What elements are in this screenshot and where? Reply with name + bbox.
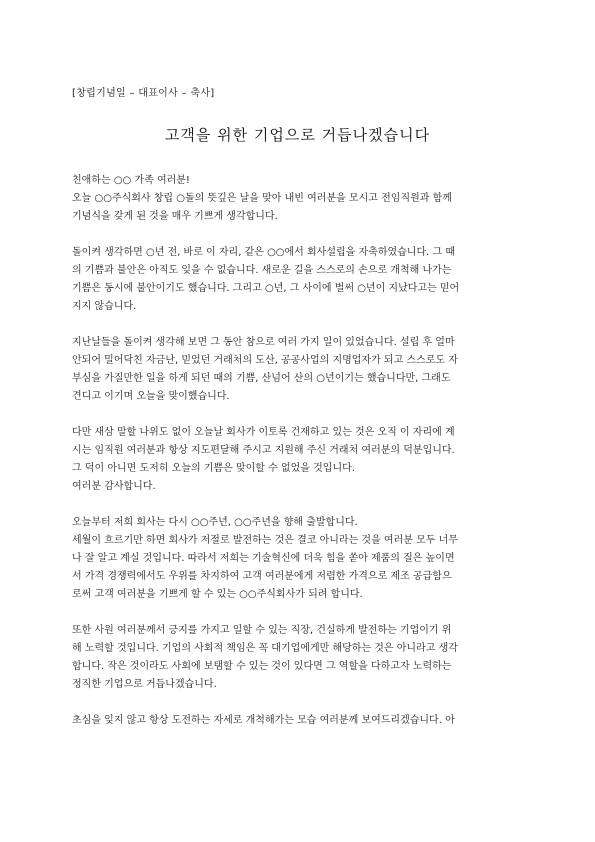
text-line: 로써 고객 여러분을 기쁘게 할 수 있는 ○○주식회사가 되려 합니다. bbox=[72, 589, 363, 600]
text-line: 의 기쁨과 불안은 아직도 잊을 수 없습니다. 새로운 길을 스스로의 손으로 개척해 나가는 bbox=[72, 265, 452, 276]
text-line: 오늘 ○○주식회사 창립 ○돌의 뜻깊은 날을 맞아 내빈 여러분을 모시고 전임직원과 함께 bbox=[72, 193, 452, 204]
paragraph-gratitude bbox=[72, 424, 528, 496]
text-line: 기쁨은 동시에 불안이기도 했습니다. 그리고 ○년, 그 사이에 벌써 ○년이 지났다고는 믿어 bbox=[72, 283, 460, 294]
text-line: 돌이켜 생각하면 ○년 전, 바로 이 자리, 같은 ○○에서 회사설립을 자축하였습니다. 그 때 bbox=[72, 247, 455, 258]
text-line: 기념식을 갖게 된 것을 매우 기쁘게 생각합니다. bbox=[72, 211, 278, 222]
speech-title: 고객을 위한 기업으로 거듭나겠습니다 bbox=[164, 126, 431, 144]
text-line: 견디고 이기며 오늘을 맞이했습니다. bbox=[72, 391, 230, 402]
text-line: 안되어 밀어닥친 자금난, 믿었던 거래처의 도산, 공공사업의 지명업자가 되고 스스로도 자 bbox=[72, 355, 458, 366]
text-line: 나 잘 알고 계실 것입니다. 따라서 저희는 기술혁신에 더욱 힘을 쏟아 제품의 질은 높이면 bbox=[72, 553, 455, 564]
text-line: 여러분 감사합니다. bbox=[72, 481, 156, 492]
text-line: 지난날들을 돌이켜 생각해 보면 그 동안 참으로 여러 가지 일이 있었습니다. 설립 후 얼마 bbox=[72, 337, 455, 348]
text-line: 오늘부터 저희 회사는 다시 ○○주년, ○○주년을 향해 출발합니다. bbox=[72, 517, 358, 528]
paragraph-founding-memory bbox=[72, 244, 528, 316]
text-line: 서 가격 경쟁력에서도 우위를 차지하여 고객 여러분에게 저렴한 가격으로 제조 공급함으 bbox=[72, 571, 452, 582]
text-line: 정직한 기업으로 거듭나겠습니다. bbox=[72, 679, 217, 690]
paragraph-new-start bbox=[72, 514, 528, 604]
text-line: 친애하는 ○○ 가족 여러분! bbox=[72, 175, 190, 186]
speech-body bbox=[72, 172, 528, 730]
text-line: 또한 사원 여러분께서 긍지를 가지고 일할 수 있는 직장, 건실하게 발전하는 기업이기 위 bbox=[72, 625, 452, 636]
text-line: 세월이 흐르기만 하면 회사가 저절로 발전하는 것은 결코 아니라는 것을 여러분 모두 너무 bbox=[72, 535, 458, 546]
paragraph-hardships bbox=[72, 334, 528, 406]
text-line: 초심을 잊지 않고 항상 도전하는 자세로 개척해가는 모습 여러분께 보여드리겠습니다. 아 bbox=[72, 715, 455, 726]
paragraph-closing bbox=[72, 712, 528, 730]
text-line: 합니다. 작은 것이라도 사회에 보탬할 수 있는 것이 있다면 그 역할을 다하고자 노력하는 bbox=[72, 661, 452, 672]
paragraph-greeting bbox=[72, 172, 528, 226]
text-line: 그 덕이 아니면 도저히 오늘의 기쁨은 맞이할 수 없었을 것입니다. bbox=[72, 463, 355, 474]
text-line: 지지 않습니다. bbox=[72, 301, 137, 312]
text-line: 해 노력할 것입니다. 기업의 사회적 책임은 꼭 대기업에게만 해당하는 것은 아니라고 생각 bbox=[72, 643, 458, 654]
text-line: 다만 새삼 말할 나위도 없이 오늘날 회사가 이토록 건재하고 있는 것은 오직 이 자리에 계 bbox=[72, 427, 455, 438]
document-category-tag: [창립기념일 – 대표이사 – 축사] bbox=[72, 88, 215, 99]
text-line: 부심을 가질만한 일을 하게 되던 때의 기쁨, 산넘어 산의 ○년이기는 했습니다만, 그래도 bbox=[72, 373, 451, 384]
text-line: 시는 임직원 여러분과 항상 지도편달해 주시고 지원해 주신 거래처 여러분의 덕분입니다. bbox=[72, 445, 455, 456]
paragraph-social-responsibility bbox=[72, 622, 528, 694]
